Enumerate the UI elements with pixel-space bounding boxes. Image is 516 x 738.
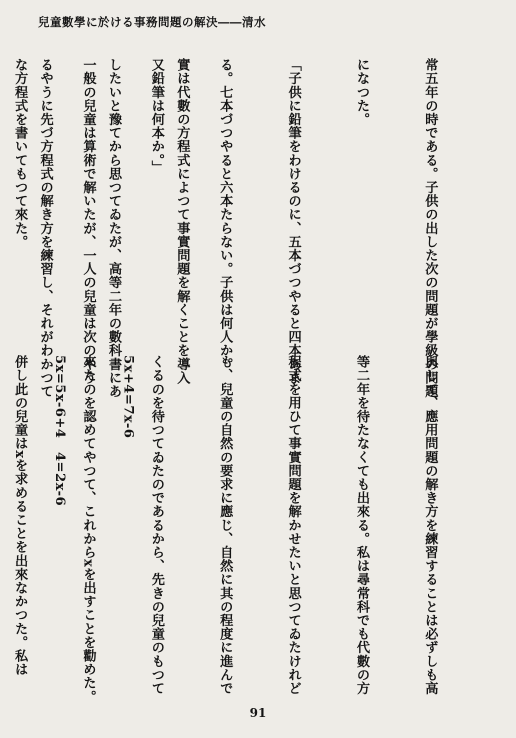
text-column: 一般の兒童は算術で解いたが、一人の兒童は次のやう <box>80 58 96 385</box>
text-column: 實は代數の方程式によつて事實問題を解くことを導入 <box>174 58 190 385</box>
text-column: 併し此の兒童はхを求めることを出來なかつた。私は <box>12 355 28 677</box>
text-column: な方程式を書いてもつて來た。 <box>12 58 28 249</box>
equation-column: 5x=5x-6+4 4=2x-6 <box>52 355 68 507</box>
text-column: 「子供に鉛筆をわけるのに、五本づつやると四本あま <box>285 58 301 385</box>
text-column: 又鉛筆は何本か。」 <box>148 58 164 174</box>
text-column: になつた。 <box>354 58 370 126</box>
page-number: 91 <box>249 706 267 720</box>
text-column: 來たのを認めてやつて、これからхを出すことを勸めた。 <box>80 355 96 704</box>
text-block-bottom-left <box>0 355 184 704</box>
text-column: 常五年の時である。子供の出した次の問題が學級の問題 <box>422 58 438 398</box>
text-column: 等二年を待たなくても出來る。私は尋常科でも代數の方 <box>354 355 370 695</box>
equation-column: 5x+4=7x-6 <box>120 355 136 439</box>
equation-column <box>0 355 2 685</box>
text-column: したいと豫てから思つてゐたが、高等二年の數科書にあ <box>106 58 122 398</box>
text-column: 與して、應用問題の解き方を練習することは必ずしも高 <box>422 355 438 695</box>
text-column: 程式を用ひて事實問題を解かせたいと思つてゐたけれど <box>285 355 301 695</box>
text-column: も、兒童の自然の要求に應じ、自然に其の程度に進んで <box>217 355 233 695</box>
text-column: くるのを待つてゐたのであるから、先きの兒童のもつて <box>148 355 164 695</box>
text-column: るやうに先づ方程式の解き方を練習し、それがわかつて <box>37 58 53 398</box>
text-column: る。七本づつやると六本たらない。子供は何人か。 <box>217 58 233 371</box>
running-header: 兒童數學に於ける事務問題の解決――清水 <box>38 15 266 29</box>
